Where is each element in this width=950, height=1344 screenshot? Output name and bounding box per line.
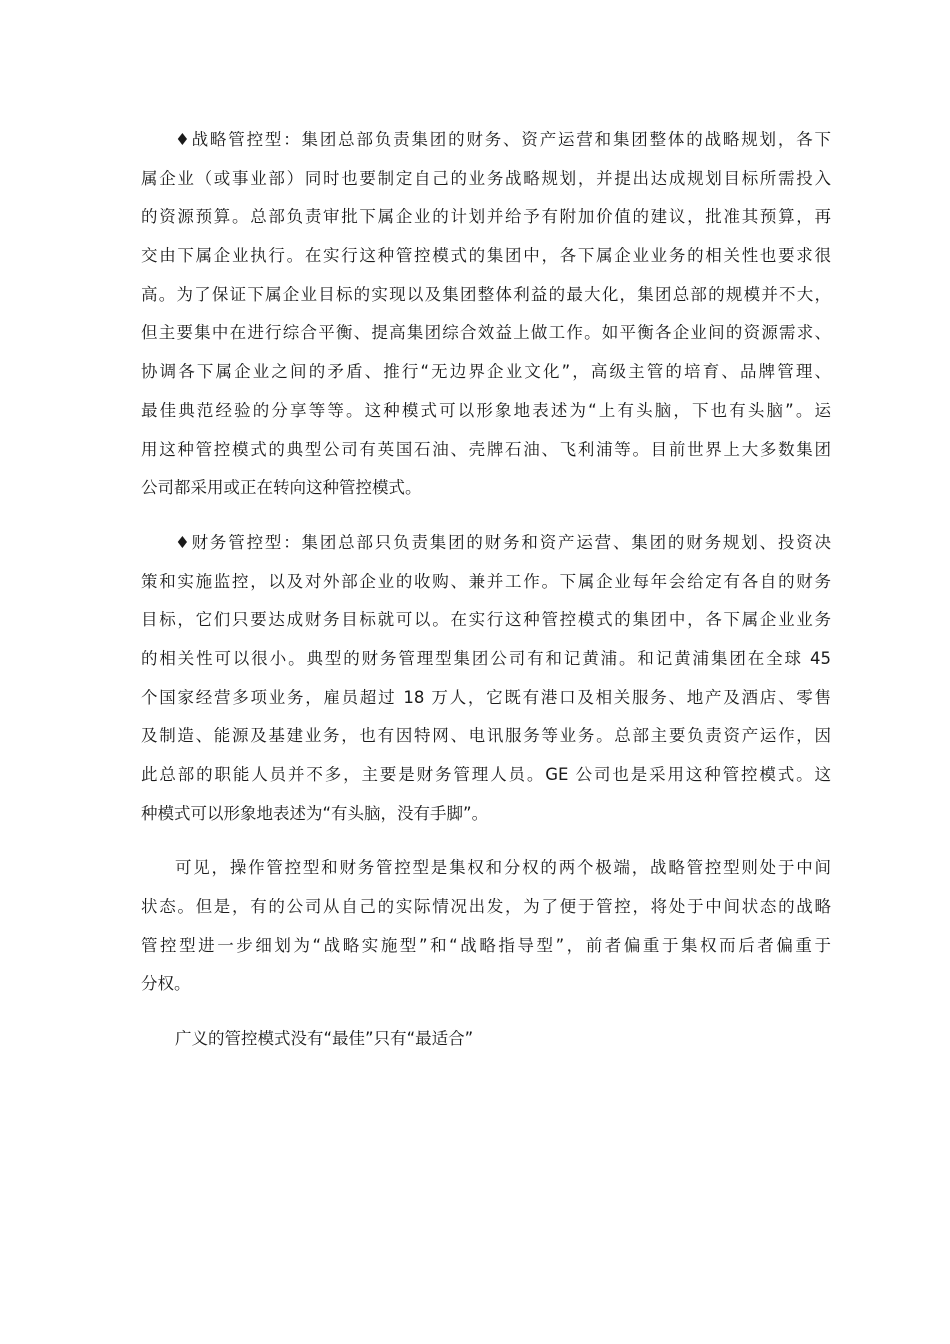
text-line: 管控型进一步细划为“战略实施型”和“战略指导型”，前者偏重于集权而后者偏重于 [141, 935, 831, 955]
text-line: 种模式可以形象地表述为“有头脑，没有手脚”。 [141, 803, 489, 823]
text-line: 协调各下属企业之间的矛盾、推行“无边界企业文化”，高级主管的培育、品牌管理、 [141, 362, 831, 382]
text-line: 策和实施监控，以及对外部企业的收购、兼并工作。下属企业每年会给定有各自的财务 [141, 571, 831, 591]
text-line: ♦战略管控型：集团总部负责集团的财务、资产运营和集团整体的战略规划，各下 [175, 130, 831, 149]
text-line: 状态。但是，有的公司从自己的实际情况出发，为了便于管控，将处于中间状态的战略 [141, 897, 831, 917]
text-line: 的相关性可以很小。典型的财务管理型集团公司有和记黄浦。和记黄浦集团在全球 45 [141, 648, 831, 668]
text-line: 最佳典范经验的分享等等。这种模式可以形象地表述为“上有头脑，下也有头脑”。运 [141, 400, 831, 420]
text-line: 用这种管控模式的典型公司有英国石油、壳牌石油、飞利浦等。目前世界上大多数集团 [141, 439, 831, 459]
section-heading [141, 1020, 831, 1059]
text-line: 个国家经营多项业务，雇员超过 18 万人，它既有港口及相关服务、地产及酒店、零售 [141, 687, 831, 707]
paragraph-strategic-control [141, 121, 831, 508]
text-line: 公司都采用或正在转向这种管控模式。 [141, 478, 422, 498]
text-line: 交由下属企业执行。在实行这种管控模式的集团中，各下属企业业务的相关性也要求很 [141, 246, 831, 266]
text-line: ♦财务管控型：集团总部只负责集团的财务和资产运营、集团的财务规划、投资决 [175, 532, 831, 552]
text-line: 的资源预算。总部负责审批下属企业的计划并给予有附加价值的建议，批准其预算，再 [141, 207, 831, 227]
text-line: 但主要集中在进行综合平衡、提高集团综合效益上做工作。如平衡各企业间的资源需求、 [141, 323, 831, 343]
text-line: 可见，操作管控型和财务管控型是集权和分权的两个极端，战略管控型则处于中间 [175, 858, 831, 878]
text-line: 目标，它们只要达成财务目标就可以。在实行这种管控模式的集团中，各下属企业业务 [141, 610, 831, 630]
paragraph-financial-control [141, 524, 831, 834]
text-line: 及制造、能源及基建业务，也有因特网、电讯服务等业务。总部主要负责资产运作，因 [141, 726, 831, 746]
text-line: 分权。 [141, 974, 191, 994]
paragraph-conclusion [141, 849, 831, 1004]
text-line: 属企业（或事业部）同时也要制定自己的业务战略规划，并提出达成规划目标所需投入 [141, 168, 831, 188]
heading-text: 广义的管控模式没有“最佳”只有“最适合” [175, 1029, 474, 1049]
document-body [141, 121, 831, 1075]
text-line: 此总部的职能人员并不多，主要是财务管理人员。GE 公司也是采用这种管控模式。这 [141, 765, 831, 784]
text-line: 高。为了保证下属企业目标的实现以及集团整体利益的最大化，集团总部的规模并不大， [141, 284, 831, 304]
